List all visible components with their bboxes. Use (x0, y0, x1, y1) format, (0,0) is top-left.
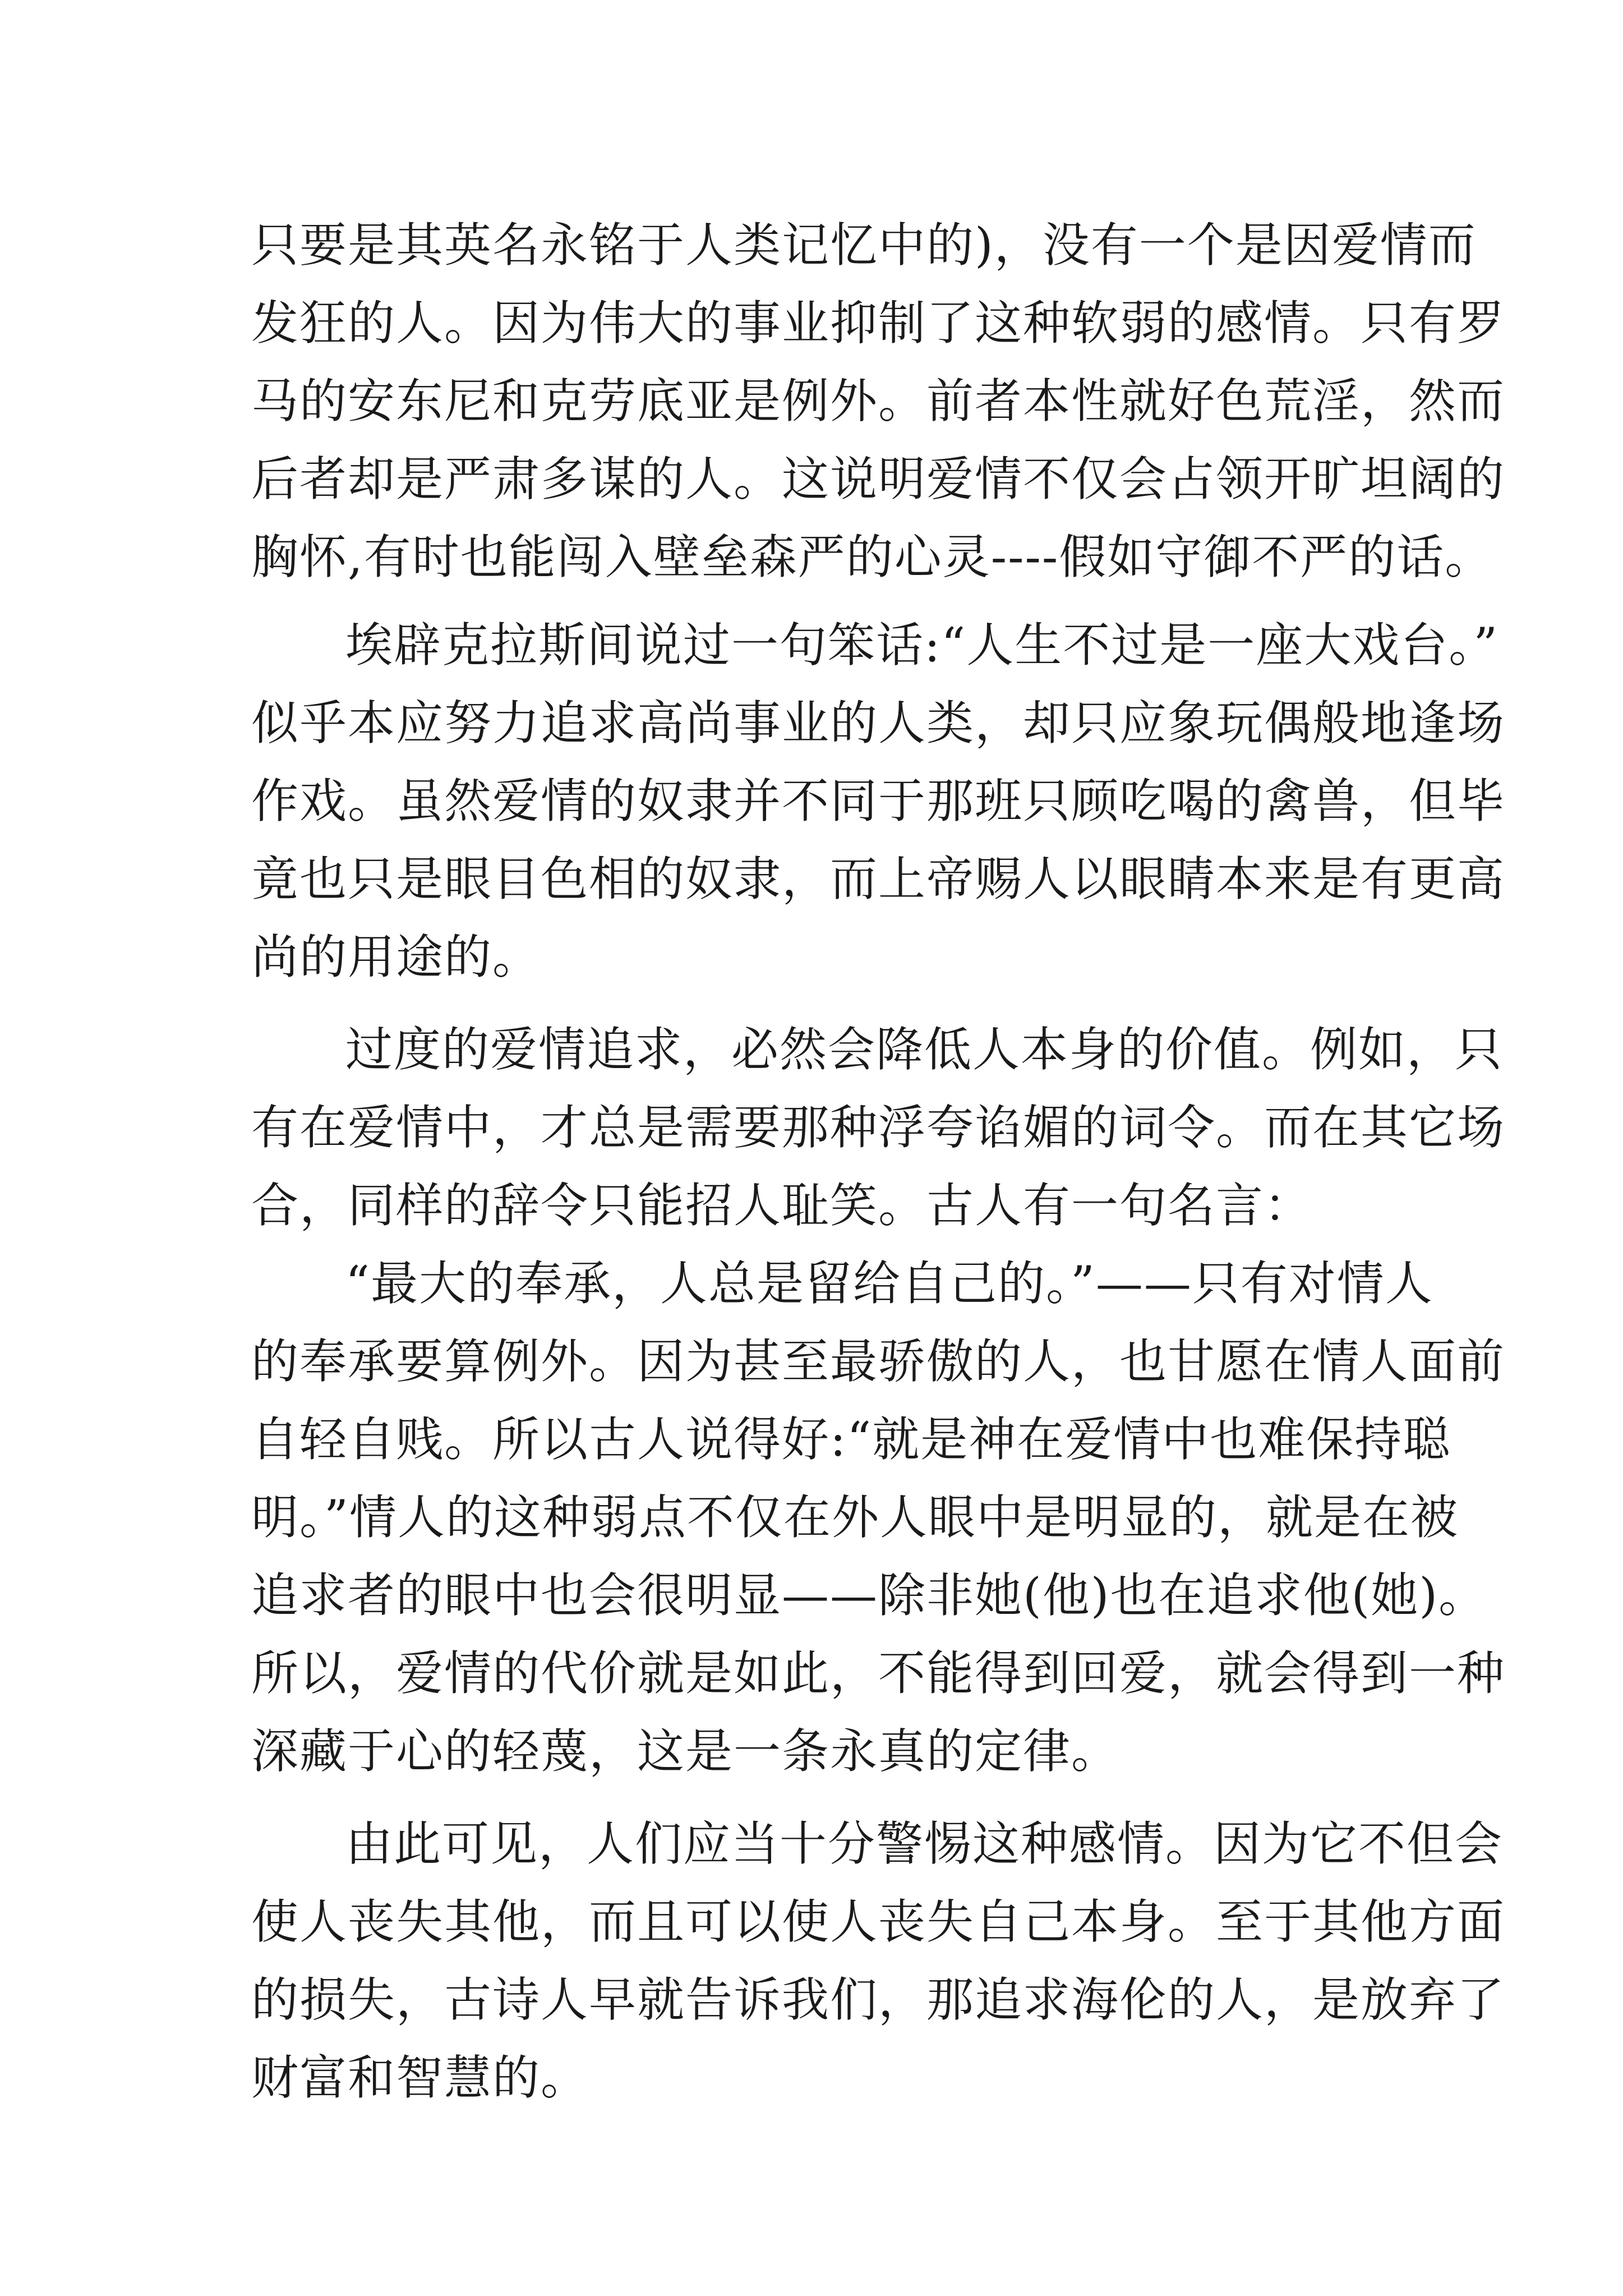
text-line: 财富和智慧的。 (251, 2050, 589, 2105)
text-line: 马的安东尼和克劳底亚是例外。前者本性就好色荒淫，然而 (251, 374, 1506, 429)
text-line: 有在爱情中，才总是需要那种浮夸谄媚的词令。而在其它场 (251, 1100, 1506, 1155)
text-line: 发狂的人。因为伟大的事业抑制了这种软弱的感情。只有罗 (251, 296, 1506, 351)
text-line: 胸怀,有时也能闯入壁垒森严的心灵----假如守御不严的话。 (251, 530, 1493, 585)
text-line: 明。”情人的这种弱点不仅在外人眼中是明显的，就是在被 (251, 1490, 1459, 1545)
text-line: 似乎本应努力追求高尚事业的人类，却只应象玩偶般地逢场 (251, 696, 1506, 751)
text-line: 竟也只是眼目色相的奴隶，而上帝赐人以眼睛本来是有更高 (251, 852, 1506, 907)
body-text (251, 206, 1506, 2117)
text-line: 追求者的眼中也会很明显——除非她(他)也在追求他(她)。 (251, 1568, 1487, 1623)
text-line: 合，同样的辞令只能招人耻笑。古人有一句名言： (251, 1178, 1313, 1233)
paragraph-start-line: “最大的奉承，人总是留给自己的。”——只有对情人 (345, 1256, 1433, 1311)
paragraph-start-line: 过度的爱情追求，必然会降低人本身的价值。例如，只 (345, 1022, 1504, 1077)
paragraph-start-line: 埃辟克拉斯间说过一句笨话:“人生不过是一座大戏台。” (345, 618, 1499, 673)
text-line: 的损失，古诗人早就告诉我们，那追求海伦的人，是放弃了 (251, 1972, 1506, 2027)
text-line: 后者却是严肃多谋的人。这说明爱情不仅会占领开旷坦阔的 (251, 452, 1506, 507)
text-line: 深藏于心的轻蔑，这是一条永真的定律。 (251, 1724, 1120, 1779)
text-line: 使人丧失其他，而且可以使人丧失自己本身。至于其他方面 (251, 1894, 1506, 1949)
text-line: 所以，爱情的代价就是如此，不能得到回爱，就会得到一种 (251, 1646, 1506, 1701)
text-line: 只要是其英名永铭于人类记忆中的)，没有一个是因爱情而 (251, 218, 1477, 273)
text-line: 尚的用途的。 (251, 930, 541, 984)
text-line: 自轻自贱。所以古人说得好:“就是神在爱情中也难保持聪 (251, 1412, 1451, 1467)
text-line: 的奉承要算例外。因为甚至最骄傲的人，也甘愿在情人面前 (251, 1334, 1506, 1389)
text-line: 作戏。虽然爱情的奴隶并不同于那班只顾吃喝的禽兽，但毕 (251, 774, 1506, 829)
paragraph-start-line: 由此可见，人们应当十分警惕这种感情。因为它不但会 (345, 1816, 1504, 1871)
